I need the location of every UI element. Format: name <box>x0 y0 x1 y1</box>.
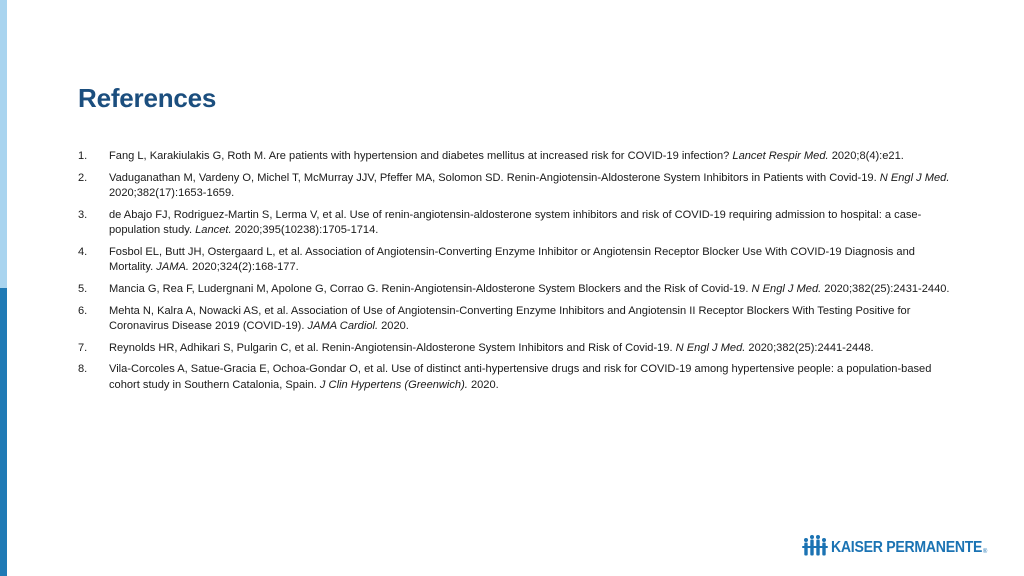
reference-item <box>78 282 958 297</box>
reference-journal: N Engl J Med. <box>751 282 822 295</box>
sidebar-accent-light <box>0 0 7 288</box>
kaiser-people-icon <box>802 534 828 556</box>
logo-registered-mark: ® <box>982 549 988 555</box>
reference-item <box>78 208 958 238</box>
reference-number: 8. <box>78 363 88 376</box>
reference-journal: Lancet. <box>195 224 232 236</box>
reference-number: 3. <box>78 208 88 221</box>
reference-text: Fang L, Karakiulakis G, Roth M. Are patients with hypertension and diabetes mellitus at increased risk for COVID-19 infection? <box>109 150 733 162</box>
reference-item <box>78 149 958 164</box>
reference-citation: 2020;324(2):168-177. <box>188 261 299 273</box>
reference-journal: J Clin Hypertens (Greenwich). <box>319 378 468 391</box>
reference-number: 6. <box>78 304 88 317</box>
kaiser-permanente-logo <box>802 530 987 556</box>
reference-text: Vila-Corcoles A, Satue-Gracia E, Ochoa-Gondar O, et al. Use of distinct anti-hypertensive drugs and risk for COVID-19 among hypertensive people: a population-based cohort study in Southern Catalonia, Spain. <box>109 363 932 391</box>
reference-citation: 2020;395(10238):1705-1714. <box>231 224 379 236</box>
reference-journal: JAMA. <box>156 261 189 273</box>
reference-journal: N Engl J Med. <box>675 341 746 354</box>
reference-text: Mancia G, Rea F, Ludergnani M, Apolone G, Corrao G. Renin-Angiotensin-Aldosterone System Blockers and the Risk of Covid-19. <box>109 282 752 295</box>
reference-list <box>78 149 958 399</box>
reference-item <box>78 362 958 392</box>
page-title: References <box>78 83 217 113</box>
reference-number: 2. <box>78 171 88 184</box>
reference-citation: 2020. <box>378 319 409 332</box>
reference-number: 4. <box>78 245 88 258</box>
reference-item <box>78 304 958 334</box>
reference-item <box>78 245 958 275</box>
reference-citation: 2020;382(25):2431-2440. <box>821 282 950 295</box>
reference-text: de Abajo FJ, Rodriguez-Martin S, Lerma V, et al. Use of renin-angiotensin-aldosterone system inhibitors and risk of COVID-19 requiring admission to hospital: a case-population study. <box>109 208 922 236</box>
reference-text: Mehta N, Kalra A, Nowacki AS, et al. Association of Use of Angiotensin-Converting Enzyme Inhibitors and Angiotensin II Receptor Blockers With Testing Positive for Coronavirus Disease 2019 (COVID-19). <box>109 304 911 332</box>
reference-journal: JAMA Cardiol. <box>307 319 379 332</box>
sidebar-accent-dark <box>0 288 7 576</box>
reference-citation: 2020;8(4):e21. <box>828 150 904 162</box>
reference-text: Vaduganathan M, Vardeny O, Michel T, McMurray JJV, Pfeffer MA, Solomon SD. Renin-Angiotensin-Aldosterone System Inhibitors in Patients with Covid-19. <box>109 171 880 184</box>
reference-number: 5. <box>78 282 88 295</box>
reference-number: 7. <box>78 341 88 354</box>
reference-text: Reynolds HR, Adhikari S, Pulgarin C, et al. Renin-Angiotensin-Aldosterone System Inhibitors and Risk of Covid-19. <box>109 341 676 354</box>
reference-citation: 2020;382(17):1653-1659. <box>109 187 235 199</box>
logo-wordmark: KAISER PERMANENTE <box>831 539 983 556</box>
reference-citation: 2020. <box>467 378 499 391</box>
reference-number: 1. <box>78 150 88 162</box>
reference-journal: Lancet Respir Med. <box>732 150 829 162</box>
reference-citation: 2020;382(25):2441-2448. <box>745 341 874 354</box>
reference-text: Fosbol EL, Butt JH, Ostergaard L, et al. Association of Angiotensin-Converting Enzyme Inhibitor or Angiotensin Receptor Blocker Use With COVID-19 Diagnosis and Mortality. <box>109 245 915 273</box>
reference-journal: N Engl J Med. <box>879 171 950 184</box>
reference-item <box>78 171 958 201</box>
reference-item <box>78 341 958 356</box>
